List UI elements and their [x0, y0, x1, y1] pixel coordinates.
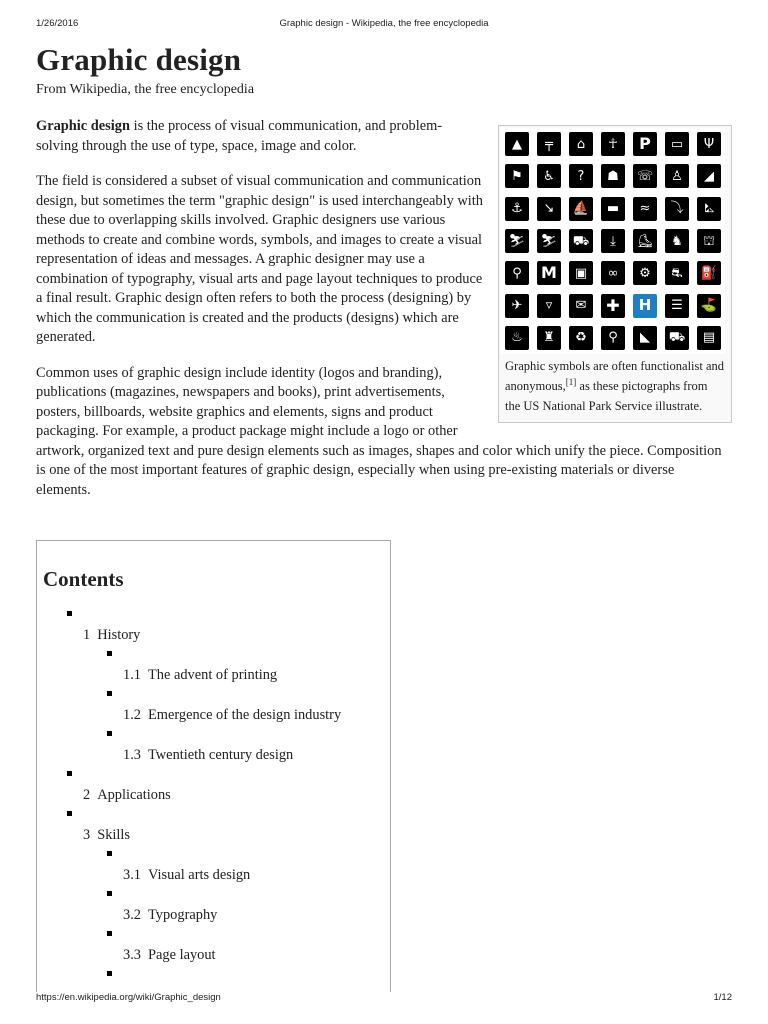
boat-tour-icon: ▬	[601, 197, 625, 221]
post-office-icon: ✉	[569, 294, 593, 318]
swimming-icon: ≈	[633, 197, 657, 221]
hiking-trail-icon: ♙	[665, 164, 689, 188]
toc-number: 1.1	[123, 667, 141, 683]
fishing-icon: ⤵	[665, 197, 689, 221]
article-body	[36, 117, 732, 516]
toc-link[interactable]: Typography	[148, 907, 218, 923]
print-title: Graphic design - Wikipedia, the free encyclopedia	[279, 18, 489, 29]
motorcycle-trail-icon: ⚙	[633, 261, 657, 285]
first-aid-icon: ✚	[601, 294, 625, 318]
toc-number: 3.1	[123, 867, 141, 883]
paragraph-3: Common uses of graphic design include identity (logos and branding), publications (magazines, newspapers and books), print advertisements, posters, billboards, website graphics and elements, signs and product packaging. For example, a product package might include a logo or other artwork, organized text and pure design elements such as images, shapes and color which unify the piece. Composition is one of the most important features of graphic design, especially when using pre-existing materials or diverse elements.	[36, 364, 722, 498]
toc-link[interactable]: The advent of printing	[148, 667, 278, 683]
toc-number: 3	[83, 827, 91, 843]
restrooms-icon: ☥	[601, 132, 625, 156]
metro-icon: M	[537, 261, 561, 285]
downhill-skiing-icon: ⛷	[537, 229, 561, 253]
bicycle-trail-icon: ⚲	[505, 261, 529, 285]
page-title: Graphic design	[36, 42, 242, 77]
boat-ramp-icon: ◢	[697, 164, 721, 188]
trailhead-icon: ⚑	[505, 164, 529, 188]
bus-stop-icon: ▣	[569, 261, 593, 285]
trail-bike-icon: ∞	[601, 261, 625, 285]
toc-link[interactable]: Page layout	[148, 947, 216, 963]
telephone-icon: ☏	[633, 164, 657, 188]
toc-number: 3.3	[123, 947, 141, 963]
toc-link[interactable]: Emergence of the design industry	[148, 707, 342, 723]
figure-caption	[501, 354, 729, 420]
recycling-icon: ♻	[569, 326, 593, 350]
restaurant-icon: Ψ	[697, 132, 721, 156]
toc-link[interactable]: Skills	[97, 827, 130, 843]
trailer-sites-icon: ⛟	[665, 326, 689, 350]
toc-number: 1	[83, 627, 91, 643]
toc-link[interactable]: History	[97, 627, 141, 643]
campground-icon: ▲	[505, 132, 529, 156]
rv-campground-icon: ▤	[697, 326, 721, 350]
hospital-icon: H	[633, 294, 657, 318]
toc-number: 1.3	[123, 747, 141, 763]
lodging-icon: ▭	[665, 132, 689, 156]
table-of-contents	[36, 540, 391, 992]
toc-item-emergence-of-design-industry[interactable]	[43, 691, 390, 724]
campfire-icon: ♨	[505, 326, 529, 350]
ice-skating-icon: ⛸	[633, 229, 657, 253]
caption-text-continued: as these pictographs from the US National Park Service illustrate.	[505, 379, 708, 413]
toc-item-continued	[43, 971, 390, 976]
first-aid-station-icon: ☗	[601, 164, 625, 188]
toc-item-twentieth-century-design[interactable]	[43, 731, 390, 764]
sailboat-icon: ⛵	[569, 197, 593, 221]
picnic-table-icon: ╤	[537, 132, 561, 156]
snowmobile-icon: ⛟	[569, 229, 593, 253]
toc-link[interactable]: Twentieth century design	[148, 747, 294, 763]
citation-link[interactable]: [1]	[565, 376, 577, 387]
sledding-icon: ⤓	[601, 229, 625, 253]
toc-number: 1.2	[123, 707, 141, 723]
toc-number: 2	[83, 787, 91, 803]
toc-number: 3.2	[123, 907, 141, 923]
pictograph-figure	[498, 125, 732, 423]
intro-text: is the process of visual communication, and problem-solving through the use of type, space, image and color.	[36, 118, 443, 154]
toc-link[interactable]: Visual arts design	[148, 867, 251, 883]
toc-link[interactable]: Applications	[97, 787, 171, 803]
wheelchair-icon: ♿	[537, 164, 561, 188]
parking-icon: P	[633, 132, 657, 156]
page-subtitle: From Wikipedia, the free encyclopedia	[36, 82, 255, 97]
ramp-icon: ◣	[633, 326, 657, 350]
toc-item-skills[interactable]	[43, 811, 390, 844]
print-date: 1/26/2016	[36, 18, 79, 29]
golfing-icon: ⛳	[697, 294, 721, 318]
information-icon: ?	[569, 164, 593, 188]
caption-text: Graphic symbols are often functionalist and anonymous,	[505, 359, 725, 393]
page-url: https://en.wikipedia.org/wiki/Graphic_design	[36, 992, 221, 1003]
toc-item-page-layout[interactable]	[43, 931, 390, 964]
tow-truck-icon: ⛐	[665, 261, 689, 285]
stable-icon: ⛫	[697, 229, 721, 253]
showers-icon: ☰	[665, 294, 689, 318]
pets-on-leash-icon: ⚲	[601, 326, 625, 350]
page-number: 1/12	[713, 992, 732, 1003]
toc-item-advent-of-printing[interactable]	[43, 651, 390, 684]
cross-country-skiing-icon: ⛷	[505, 229, 529, 253]
toc-title: Contents	[43, 567, 124, 591]
horseback-riding-icon: ♞	[665, 229, 689, 253]
water-skiing-icon: ↘	[537, 197, 561, 221]
shelter-icon: ⌂	[569, 132, 593, 156]
toc-item-applications[interactable]	[43, 771, 390, 804]
marina-anchor-icon: ⚓	[505, 197, 529, 221]
no-littering-icon: ♜	[537, 326, 561, 350]
toc-item-visual-arts-design[interactable]	[43, 851, 390, 884]
litter-receptacle-icon: ▿	[537, 294, 561, 318]
toc-item-history[interactable]	[43, 611, 390, 644]
intro-term: Graphic design	[36, 118, 130, 134]
airport-icon: ✈	[505, 294, 529, 318]
canoeing-icon: ⛡	[697, 197, 721, 221]
toc-item-typography[interactable]	[43, 891, 390, 924]
pictograph-grid	[501, 128, 725, 354]
paragraph-2: The field is considered a subset of visual communication and communication design, but sometimes the term "graphic design" is used interchangeably with these due to overlapping skills involved. Graphic designers use various methods to create and combine words, symbols, and images to create a visual representation of ideas and messages. A graphic designer may use a combination of typography, visual arts and page layout techniques to produce a final result. Graphic design often refers to both the process (designing) by which the communication is created and the products (designs) which are generated.	[36, 173, 483, 345]
gas-station-icon: ⛽	[697, 261, 721, 285]
